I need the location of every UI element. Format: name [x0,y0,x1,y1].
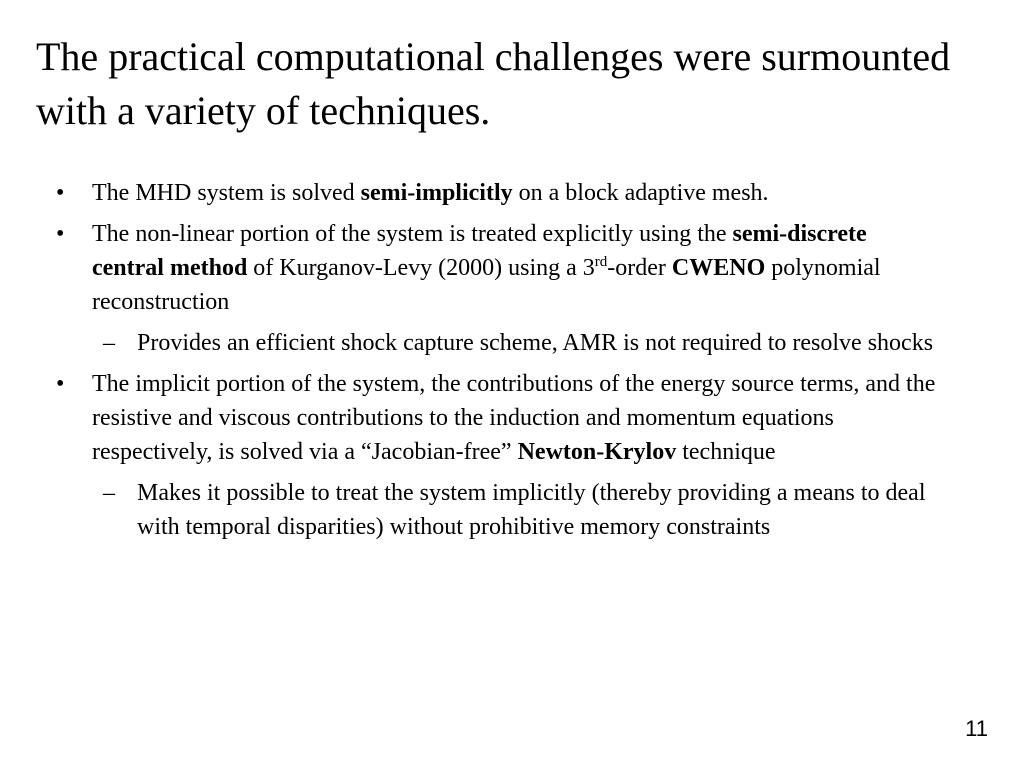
bullet-marker: • [56,221,65,247]
bullet-text: on a block adaptive mesh. [512,180,769,206]
bullet-text: polynomial reconstruction [92,255,881,315]
dash-marker: – [103,480,115,506]
slide-title: The practical computational challenges were surmounted with a variety of techniques. [36,34,951,133]
bullet-text: The MHD system is solved [92,180,361,206]
sub-bullet-text: Makes it possible to treat the system implicitly (thereby providing a means to deal with temporal disparities) without prohibitive memory constraints [137,480,926,540]
page-number: 11 [965,716,988,741]
sub-bullet-item [56,326,936,360]
bullet-marker: • [56,371,65,397]
bold-term: semi-discrete central method [92,221,867,281]
bullet-text: of Kurganov-Levy (2000) using a 3 [247,255,595,281]
bullet-marker: • [56,180,65,206]
bullet-text: technique [676,439,776,465]
bold-term: semi-implicitly [360,180,513,206]
dash-marker: – [103,330,115,356]
slide-content [56,176,936,551]
bullet-item [56,217,936,319]
bullet-text: The implicit portion of the system, the contributions of the energy source terms, and the resistive and viscous contributions to the induction and momentum equations respectively, is solved via a “Jacobian-free” [92,371,936,465]
sub-bullet-text: Provides an efficient shock capture scheme, AMR is not required to resolve shocks [137,330,934,356]
bold-term: CWENO [671,255,766,281]
sub-bullet-item [56,476,936,544]
bullet-item [56,176,936,210]
bold-term: Newton-Krylov [517,439,677,465]
superscript: rd [594,254,608,270]
bullet-text: -order [607,255,672,281]
bullet-text: The non-linear portion of the system is treated explicitly using the [92,221,733,247]
bullet-item [56,367,936,469]
